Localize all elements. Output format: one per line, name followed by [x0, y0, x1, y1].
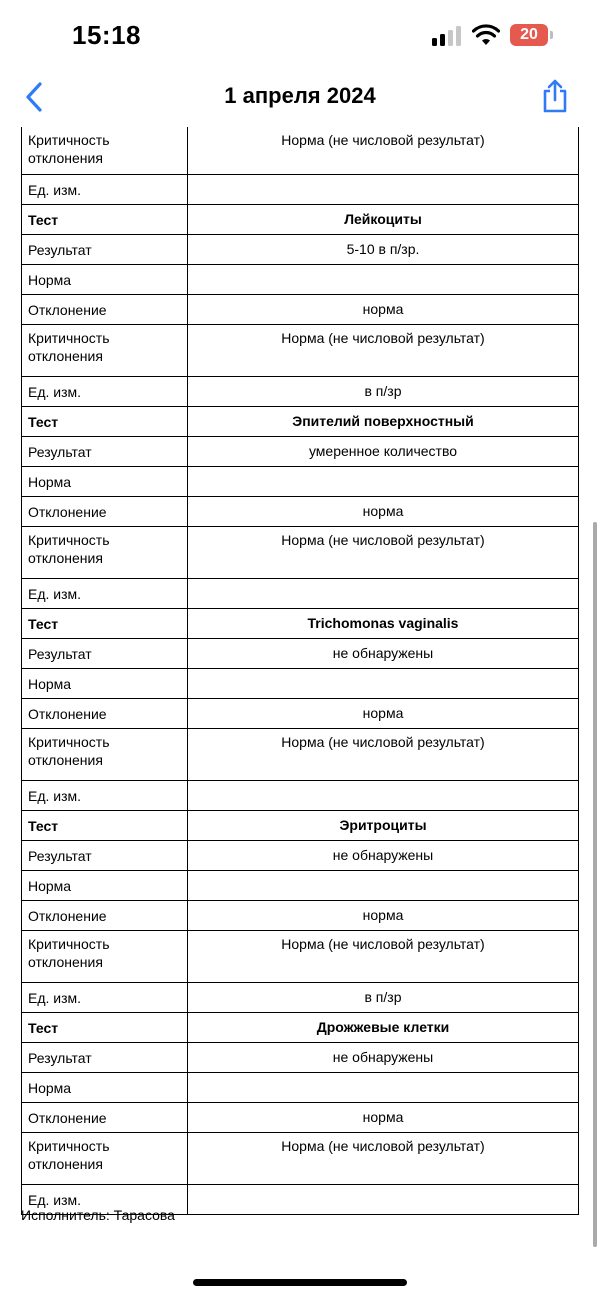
row-label: Тест: [22, 205, 188, 235]
row-label: Критичность отклонения: [22, 325, 188, 377]
table-row: [22, 127, 579, 175]
row-value: Эпителий поверхностный: [188, 407, 579, 437]
status-bar: [0, 0, 600, 70]
row-label: Ед. изм.: [22, 579, 188, 609]
table-row: [22, 1073, 579, 1103]
row-label: Отклонение: [22, 1103, 188, 1133]
table-row: [22, 265, 579, 295]
row-value: Дрожжевые клетки: [188, 1013, 579, 1043]
row-value: Норма (не числовой результат): [188, 325, 579, 377]
row-label: Ед. изм.: [22, 781, 188, 811]
table-row: [22, 871, 579, 901]
executor-text: Исполнитель: Тарасова: [21, 1207, 175, 1223]
table-row: [22, 527, 579, 579]
table-row: [22, 1103, 579, 1133]
row-label: Результат: [22, 639, 188, 669]
row-value: [188, 871, 579, 901]
row-value: [188, 467, 579, 497]
row-value: Trichomonas vaginalis: [188, 609, 579, 639]
row-label: Ед. изм.: [22, 377, 188, 407]
table-row: [22, 325, 579, 377]
test-header-row: [22, 205, 579, 235]
table-row: [22, 781, 579, 811]
table-row: [22, 669, 579, 699]
table-row: [22, 1133, 579, 1185]
battery-cap: [550, 31, 553, 39]
table-row: [22, 497, 579, 527]
row-label: Норма: [22, 669, 188, 699]
results-table: [21, 127, 579, 1215]
row-value: не обнаружены: [188, 841, 579, 871]
row-value: [188, 579, 579, 609]
row-value: в п/зр: [188, 377, 579, 407]
test-header-row: [22, 1013, 579, 1043]
row-value: [188, 781, 579, 811]
row-label: Норма: [22, 871, 188, 901]
table-row: [22, 437, 579, 467]
row-label: Ед. изм.: [22, 1185, 188, 1215]
chevron-left-icon[interactable]: [22, 80, 48, 114]
row-value: Норма (не числовой результат): [188, 527, 579, 579]
row-value: Норма (не числовой результат): [188, 729, 579, 781]
test-header-row: [22, 407, 579, 437]
row-value: в п/зр: [188, 983, 579, 1013]
row-value: не обнаружены: [188, 1043, 579, 1073]
row-value: умеренное количество: [188, 437, 579, 467]
row-label: Тест: [22, 1013, 188, 1043]
row-label: Результат: [22, 235, 188, 265]
table-row: [22, 1043, 579, 1073]
row-value: норма: [188, 295, 579, 325]
row-value: 5-10 в п/зр.: [188, 235, 579, 265]
test-header-row: [22, 811, 579, 841]
row-label: Ед. изм.: [22, 983, 188, 1013]
table-row: [22, 235, 579, 265]
row-label: Критичность отклонения: [22, 1133, 188, 1185]
row-value: норма: [188, 699, 579, 729]
scrollbar[interactable]: [593, 522, 597, 1247]
battery-level: 20: [520, 26, 538, 43]
row-value: не обнаружены: [188, 639, 579, 669]
home-indicator[interactable]: [193, 1279, 407, 1286]
nav-bar: [0, 70, 600, 126]
row-value: [188, 265, 579, 295]
page-title: 1 апреля 2024: [224, 83, 376, 108]
row-label: Норма: [22, 1073, 188, 1103]
row-label: Отклонение: [22, 295, 188, 325]
row-value: норма: [188, 901, 579, 931]
row-value: Лейкоциты: [188, 205, 579, 235]
results-table-container: [21, 127, 579, 1215]
row-label: Ед. изм.: [22, 175, 188, 205]
table-row: [22, 467, 579, 497]
row-label: Результат: [22, 437, 188, 467]
status-time: 15:18: [72, 20, 141, 50]
table-row: [22, 699, 579, 729]
row-value: норма: [188, 497, 579, 527]
row-value: Норма (не числовой результат): [188, 1133, 579, 1185]
table-row: [22, 841, 579, 871]
table-row: [22, 579, 579, 609]
row-value: Норма (не числовой результат): [188, 931, 579, 983]
row-label: Отклонение: [22, 699, 188, 729]
row-label: Критичность отклонения: [22, 527, 188, 579]
battery-icon: [510, 24, 550, 46]
row-label: Отклонение: [22, 901, 188, 931]
table-row: [22, 377, 579, 407]
row-value: [188, 1073, 579, 1103]
table-row: [22, 983, 579, 1013]
row-label: Критичность отклонения: [22, 729, 188, 781]
row-label: Результат: [22, 841, 188, 871]
wifi-icon: [472, 24, 500, 46]
row-value: [188, 1185, 579, 1215]
table-row: [22, 295, 579, 325]
table-row: [22, 901, 579, 931]
row-label: Критичность отклонения: [22, 931, 188, 983]
cellular-signal-icon: [432, 26, 464, 46]
share-icon[interactable]: [540, 78, 570, 114]
row-label: Тест: [22, 811, 188, 841]
row-label: Тест: [22, 609, 188, 639]
row-value: [188, 175, 579, 205]
table-row: [22, 729, 579, 781]
row-label: Норма: [22, 467, 188, 497]
row-value: норма: [188, 1103, 579, 1133]
table-row: [22, 175, 579, 205]
table-row: [22, 639, 579, 669]
row-label: Критичность отклонения: [22, 127, 188, 175]
row-label: Норма: [22, 265, 188, 295]
row-value: Эритроциты: [188, 811, 579, 841]
row-value: [188, 669, 579, 699]
row-label: Результат: [22, 1043, 188, 1073]
table-row: [22, 931, 579, 983]
row-value: Норма (не числовой результат): [188, 127, 579, 175]
test-header-row: [22, 609, 579, 639]
row-label: Отклонение: [22, 497, 188, 527]
row-label: Тест: [22, 407, 188, 437]
